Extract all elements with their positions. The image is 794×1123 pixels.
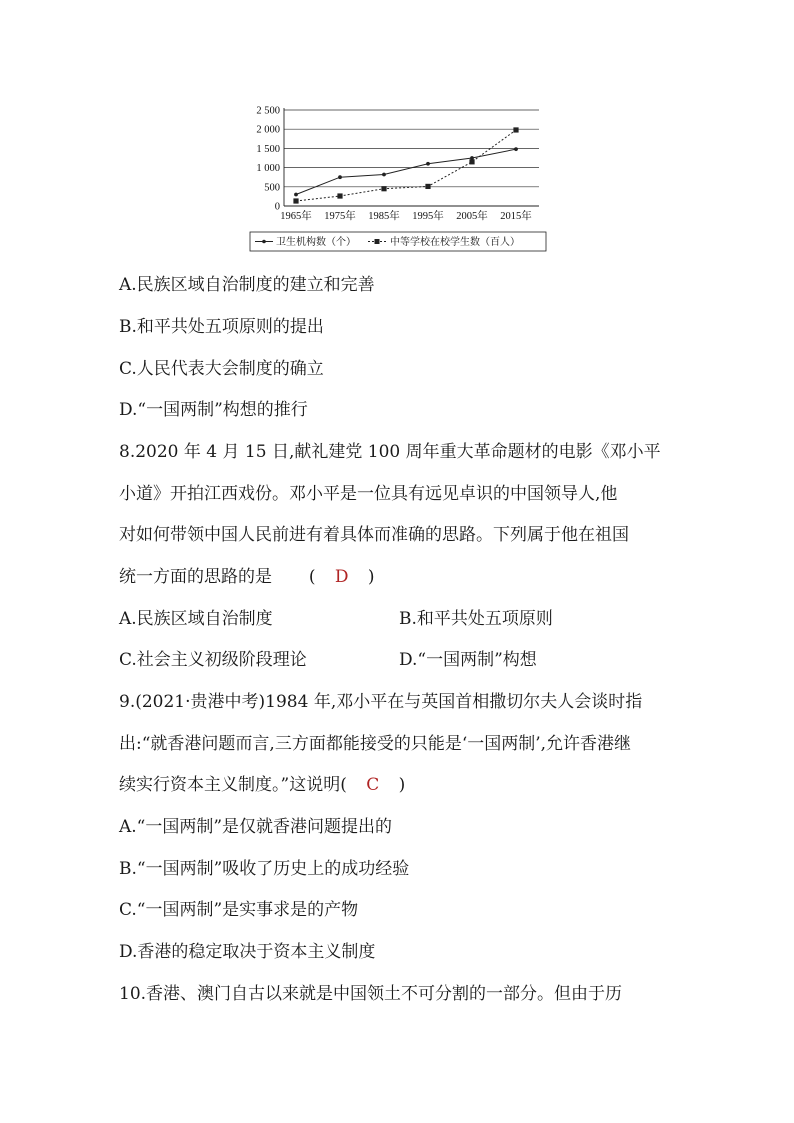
chart-series [293,127,518,203]
x-tick-label: 1985年 [368,211,400,222]
x-axis-ticks [280,209,532,222]
q8-option-c: C.社会主义初级阶段理论 [119,650,307,670]
q9-stem-line2: 出:“就香港问题而言,三方面都能接受的只能是‘一国两制’,允许香港继 [119,734,632,754]
chart-grid [284,110,539,187]
x-tick-label: 2015年 [500,211,532,222]
q8-paren-close: ) [367,567,375,587]
q9-stem-line1: 9.(2021·贵港中考)1984 年,邓小平在与英国首相撒切尔夫人会谈时指 [119,692,643,712]
q7-option-b: B.和平共处五项原则的提出 [119,317,324,337]
q8-stem-line4 [119,565,375,589]
data-point-dot [426,162,430,166]
y-tick-label: 2 000 [256,124,280,136]
q8-option-d: D.“一国两制”构想 [399,650,537,670]
q8-options-row2 [119,648,679,672]
chart-legend [250,232,546,251]
q8-paren-open: ( [308,567,316,587]
x-tick-label: 2005年 [456,211,488,222]
q9-option-c: C.“一国两制”是实事求是的产物 [119,900,359,920]
q8-option-a: A.民族区域自治制度 [119,609,273,629]
data-point-square [513,127,518,132]
data-point-dot [514,147,518,151]
q8-stem-text: 统一方面的思路的是 [119,567,272,587]
data-point-dot [338,175,342,179]
q7-option-c: C.人民代表大会制度的确立 [119,359,324,379]
x-tick-label: 1975年 [324,211,356,222]
data-point-square [381,186,386,191]
x-tick-label: 1965年 [280,211,312,222]
line-chart [244,98,554,258]
q9-option-d: D.香港的稳定取决于资本主义制度 [119,942,376,962]
x-tick-label: 1995年 [412,211,444,222]
q8-stem-line3: 对如何带领中国人民前进有着具体而准确的思路。下列属于他在祖国 [119,525,629,545]
q9-stem-line3 [119,773,405,797]
data-point-square [293,198,298,203]
legend-label-health: 卫生机构数（个） [276,237,356,248]
q10-stem-line1: 10.香港、澳门自古以来就是中国领土不可分割的一部分。但由于历 [119,984,623,1004]
data-point-dot [294,193,298,197]
q7-option-d: D.“一国两制”构想的推行 [119,400,308,420]
data-point-square [425,184,430,189]
legend-marker-square [375,239,380,244]
q8-options-row1 [119,607,679,631]
chart-axes [284,108,539,206]
q9-paren-close: ) [398,775,406,795]
y-tick-label: 1 000 [256,163,280,175]
q8-stem-line2: 小道》开拍江西戏份。邓小平是一位具有远见卓识的中国领导人,他 [119,484,618,504]
legend-label-students: 中等学校在校学生数（百人） [390,237,520,248]
q8-option-b: B.和平共处五项原则 [399,609,553,629]
y-tick-label: 0 [274,201,280,213]
y-tick-label: 1 500 [256,143,280,155]
q9-option-a: A.“一国两制”是仅就香港问题提出的 [119,817,393,837]
y-axis-ticks [256,106,280,213]
q8-stem-line1: 8.2020 年 4 月 15 日,献礼建党 100 周年重大革命题材的电影《邓小平 [119,442,661,462]
series-line-1 [296,149,516,194]
data-point-square [337,193,342,198]
q9-stem-text: 续实行资本主义制度。”这说明( [119,775,347,795]
y-tick-label: 2 500 [256,105,280,117]
q7-option-a: A.民族区域自治制度的建立和完善 [119,275,375,295]
data-point-square [469,159,474,164]
y-tick-label: 500 [264,182,280,194]
series-line-2 [296,130,516,201]
data-point-dot [382,173,386,177]
q9-answer: C [366,775,380,795]
q8-answer: D [334,567,349,587]
q9-option-b: B.“一国两制”吸收了历史上的成功经验 [119,859,410,879]
legend-marker-dot [262,240,266,244]
